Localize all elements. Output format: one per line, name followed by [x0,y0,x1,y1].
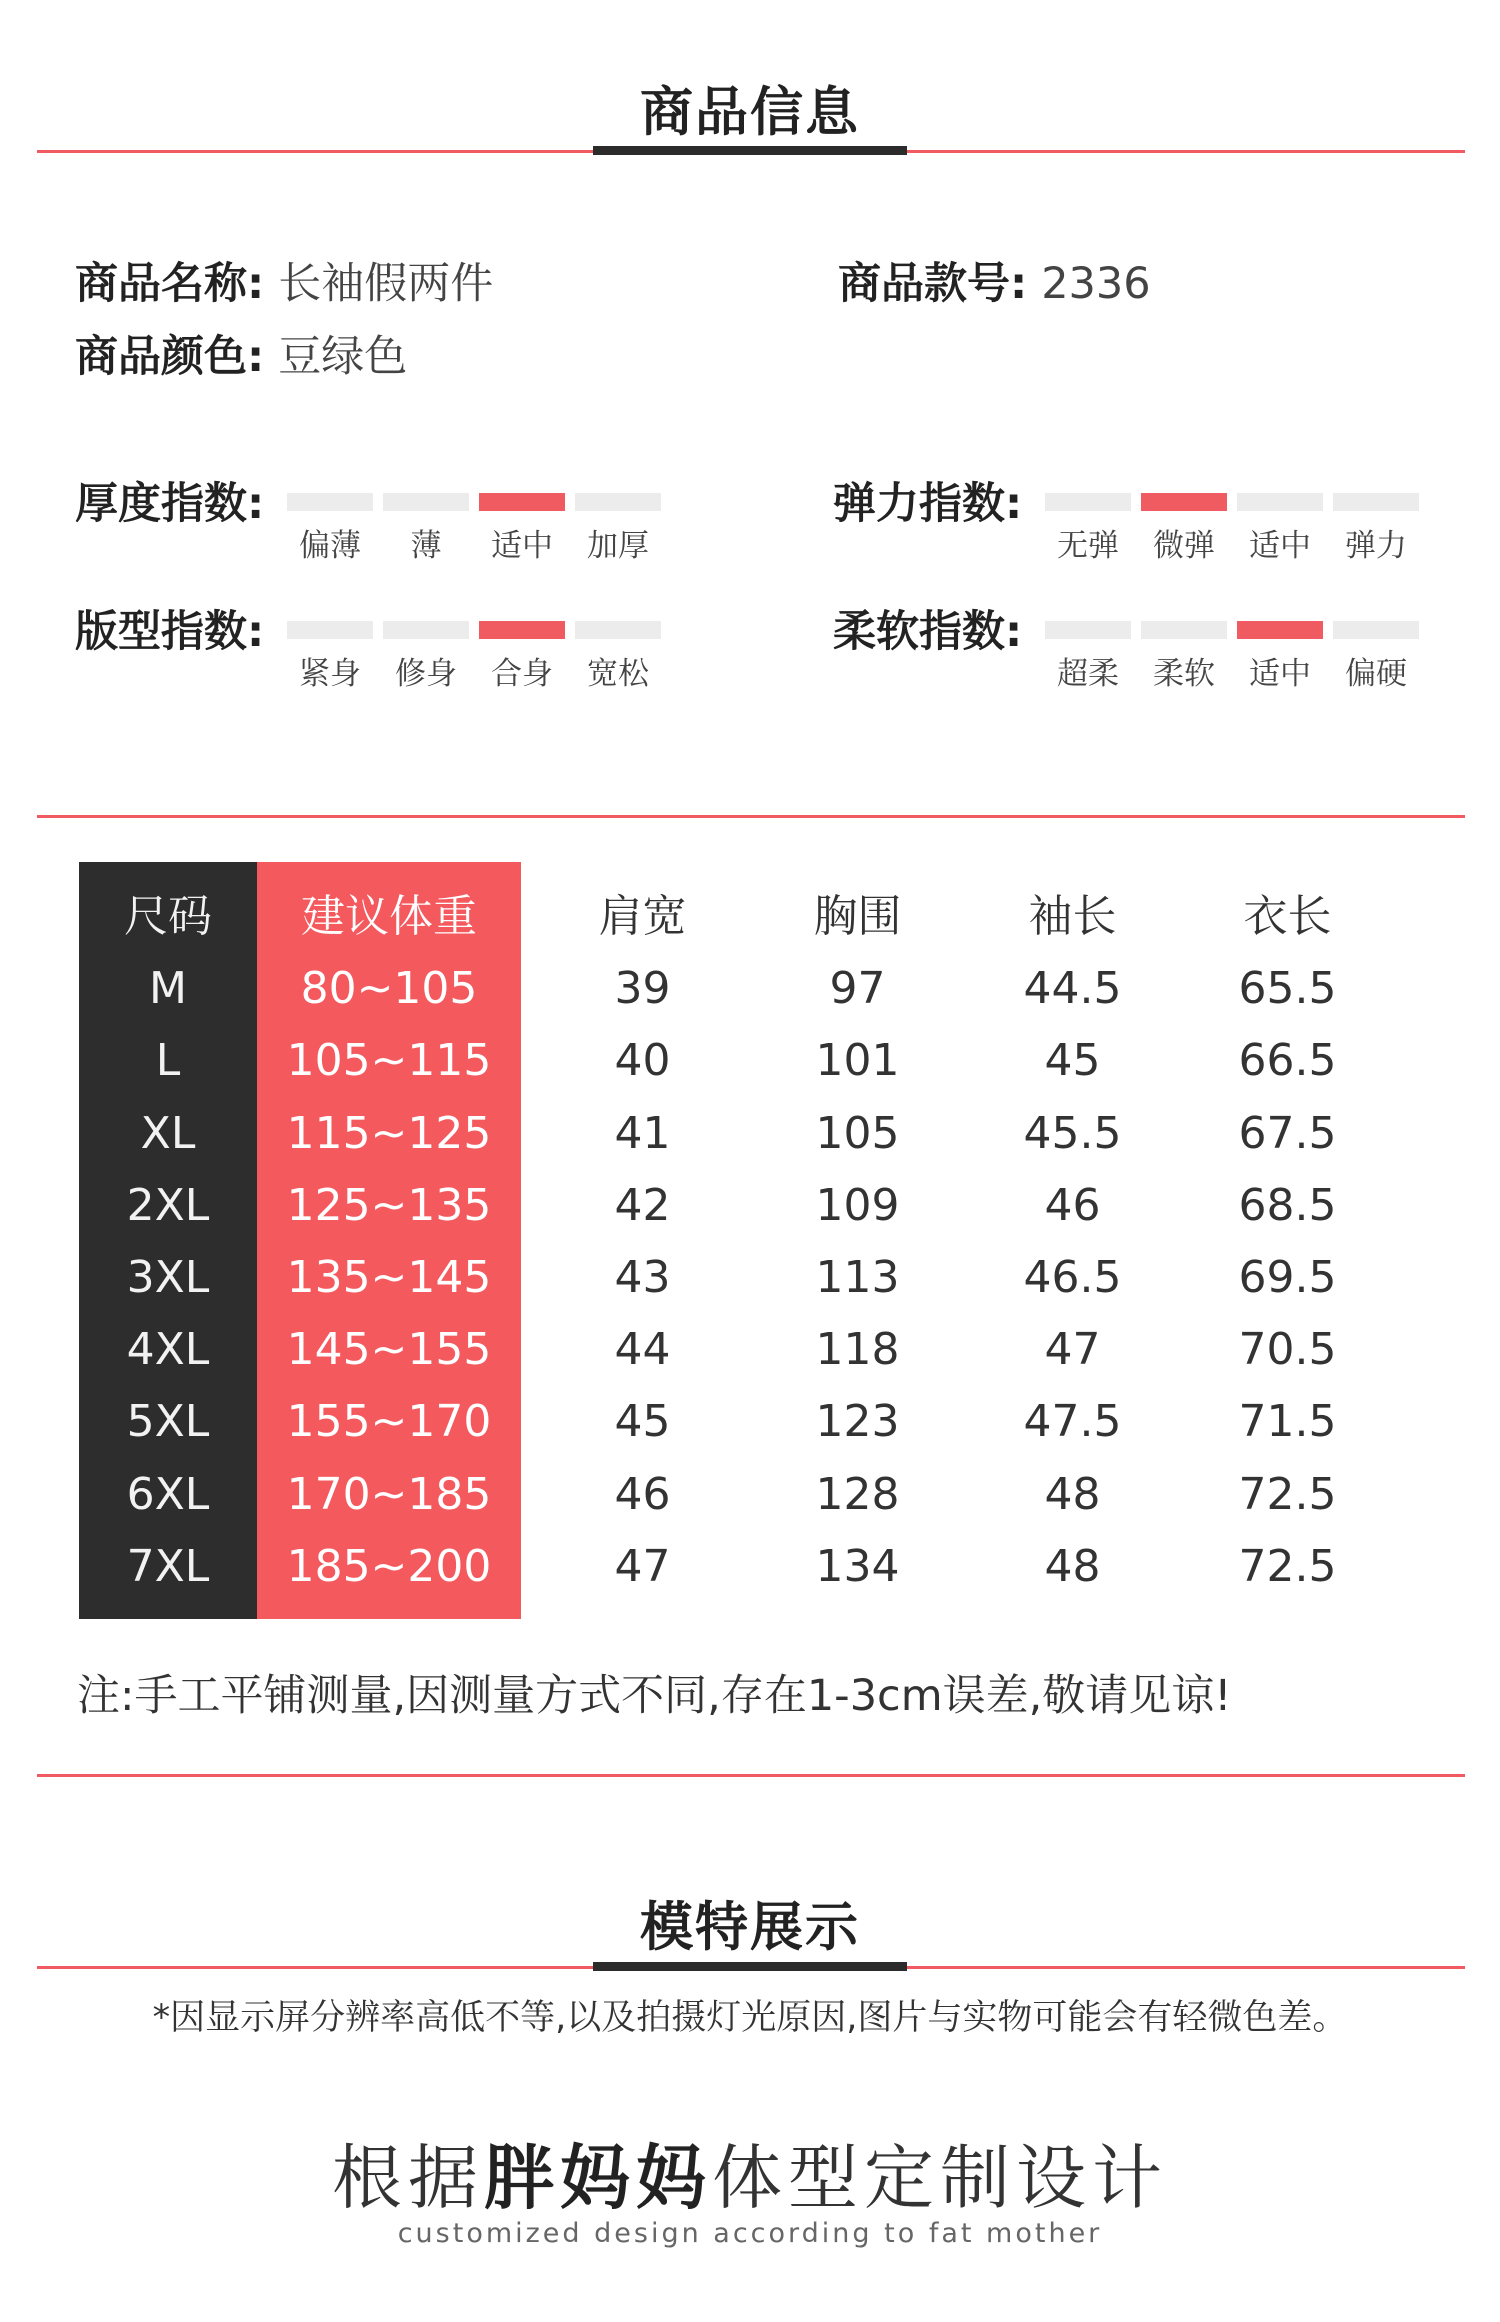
table-cell-size: M [149,963,187,1014]
table-cell-shoulder: 39 [614,963,671,1014]
index-option: 偏薄 [299,528,361,564]
index-option: 偏硬 [1345,656,1407,692]
slogan-prefix: 根据 [332,2137,484,2219]
table-cell-shoulder: 43 [614,1252,671,1303]
index-option: 超柔 [1057,656,1119,692]
table-cell-sleeve: 48 [1044,1469,1101,1520]
slogan-suffix: 体型定制设计 [712,2137,1168,2219]
table-cell-chest: 113 [815,1252,900,1303]
table-cell-length: 67.5 [1238,1108,1337,1159]
table-cell-chest: 128 [815,1469,900,1520]
table-header-shoulder: 肩宽 [598,891,687,942]
section-title-underline [593,146,907,155]
index-label: 弹力指数: [833,479,1023,529]
index-option: 宽松 [587,656,649,692]
table-cell-shoulder: 41 [614,1108,671,1159]
index-segment [1045,621,1131,639]
index-option: 修身 [395,656,457,692]
table-cell-shoulder: 44 [614,1324,671,1375]
table-cell-shoulder: 40 [614,1035,671,1086]
table-cell-weight: 185~200 [286,1541,492,1592]
index-segment [383,493,469,511]
table-header-size: 尺码 [124,891,212,942]
index-segment-selected [479,493,565,511]
table-cell-chest: 118 [815,1324,900,1375]
table-cell-size: 3XL [126,1252,210,1303]
index-option: 加厚 [587,528,649,564]
product-color-label: 商品颜色: [75,332,265,382]
index-option: 柔软 [1153,656,1215,692]
product-name-label: 商品名称: [75,259,265,309]
table-cell-sleeve: 46.5 [1023,1252,1122,1303]
table-cell-weight: 105~115 [286,1035,492,1086]
index-label: 版型指数: [75,607,265,657]
table-cell-shoulder: 42 [614,1180,671,1231]
product-code-label: 商品款号: [838,259,1028,309]
section-title-product-info: 商品信息 [640,82,860,143]
index-segment-selected [1141,493,1227,511]
section-title-model-display: 模特展示 [640,1897,860,1958]
table-cell-length: 66.5 [1238,1035,1337,1086]
table-cell-length: 72.5 [1238,1541,1337,1592]
table-cell-size: L [155,1035,181,1086]
index-segment [383,621,469,639]
slogan-highlight: 胖妈妈 [484,2137,712,2219]
table-cell-length: 65.5 [1238,963,1337,1014]
table-cell-size: 5XL [126,1396,210,1447]
index-segment [1333,493,1419,511]
table-cell-shoulder: 46 [614,1469,671,1520]
product-color [75,323,407,384]
table-header-sleeve: 袖长 [1028,891,1117,942]
index-segment [1237,493,1323,511]
product-color-value: 豆绿色 [278,332,408,382]
slogan [0,2122,1500,2223]
table-cell-sleeve: 46 [1044,1180,1101,1231]
index-option: 合身 [491,656,553,692]
table-cell-chest: 109 [815,1180,900,1231]
table-cell-weight: 125~135 [286,1180,492,1231]
table-cell-size: 7XL [126,1541,210,1592]
table-header-length: 衣长 [1243,891,1332,942]
index-segment [1333,621,1419,639]
table-cell-length: 69.5 [1238,1252,1337,1303]
table-cell-length: 72.5 [1238,1469,1337,1520]
index-option: 适中 [491,528,553,564]
index-segment [1045,493,1131,511]
index-segment [287,493,373,511]
table-cell-weight: 155~170 [286,1396,492,1447]
index-option: 无弹 [1057,528,1119,564]
index-option: 紧身 [299,656,361,692]
slogan-english: customized design according to fat mother [397,2218,1103,2249]
measurement-note: 注:手工平铺测量,因测量方式不同,存在1-3cm误差,敬请见谅! [77,1671,1232,1721]
index-label: 厚度指数: [75,479,265,529]
table-header-chest: 胸围 [813,891,902,942]
index-option: 适中 [1249,656,1311,692]
table-cell-chest: 97 [829,963,886,1014]
section-title-underline [593,1962,907,1971]
index-option: 薄 [410,528,442,564]
table-cell-sleeve: 47 [1044,1324,1101,1375]
table-cell-sleeve: 47.5 [1023,1396,1122,1447]
table-cell-chest: 134 [815,1541,900,1592]
table-cell-length: 70.5 [1238,1324,1337,1375]
index-option: 弹力 [1345,528,1407,564]
product-code [838,250,1151,311]
product-code-value: 2336 [1041,259,1151,309]
index-segment [1141,621,1227,639]
product-name-value: 长袖假两件 [278,259,494,309]
product-name [75,250,493,311]
table-cell-shoulder: 47 [614,1541,671,1592]
index-option: 微弹 [1153,528,1215,564]
table-cell-weight: 135~145 [286,1252,492,1303]
table-cell-chest: 105 [815,1108,900,1159]
table-cell-sleeve: 45 [1044,1035,1101,1086]
table-cell-weight: 80~105 [300,963,478,1014]
table-cell-shoulder: 45 [614,1396,671,1447]
table-cell-size: 2XL [126,1180,210,1231]
index-option: 适中 [1249,528,1311,564]
table-cell-size: XL [140,1108,196,1159]
index-segment-selected [1237,621,1323,639]
section-divider [37,815,1465,818]
index-segment [287,621,373,639]
index-segment [575,493,661,511]
table-cell-weight: 170~185 [286,1469,492,1520]
table-header-weight: 建议体重 [301,891,477,942]
table-cell-length: 68.5 [1238,1180,1337,1231]
index-segment-selected [479,621,565,639]
table-cell-sleeve: 44.5 [1023,963,1122,1014]
table-cell-weight: 145~155 [286,1324,492,1375]
table-cell-size: 4XL [126,1324,210,1375]
table-cell-chest: 123 [815,1396,900,1447]
index-segment [575,621,661,639]
table-cell-length: 71.5 [1238,1396,1337,1447]
table-cell-sleeve: 48 [1044,1541,1101,1592]
table-cell-chest: 101 [815,1035,900,1086]
section-divider [37,1774,1465,1777]
index-label: 柔软指数: [833,607,1023,657]
table-cell-weight: 115~125 [286,1108,492,1159]
color-disclaimer: *因显示屏分辨率高低不等,以及拍摄灯光原因,图片与实物可能会有轻微色差。 [152,1998,1348,2038]
table-cell-size: 6XL [126,1469,210,1520]
table-cell-sleeve: 45.5 [1023,1108,1122,1159]
